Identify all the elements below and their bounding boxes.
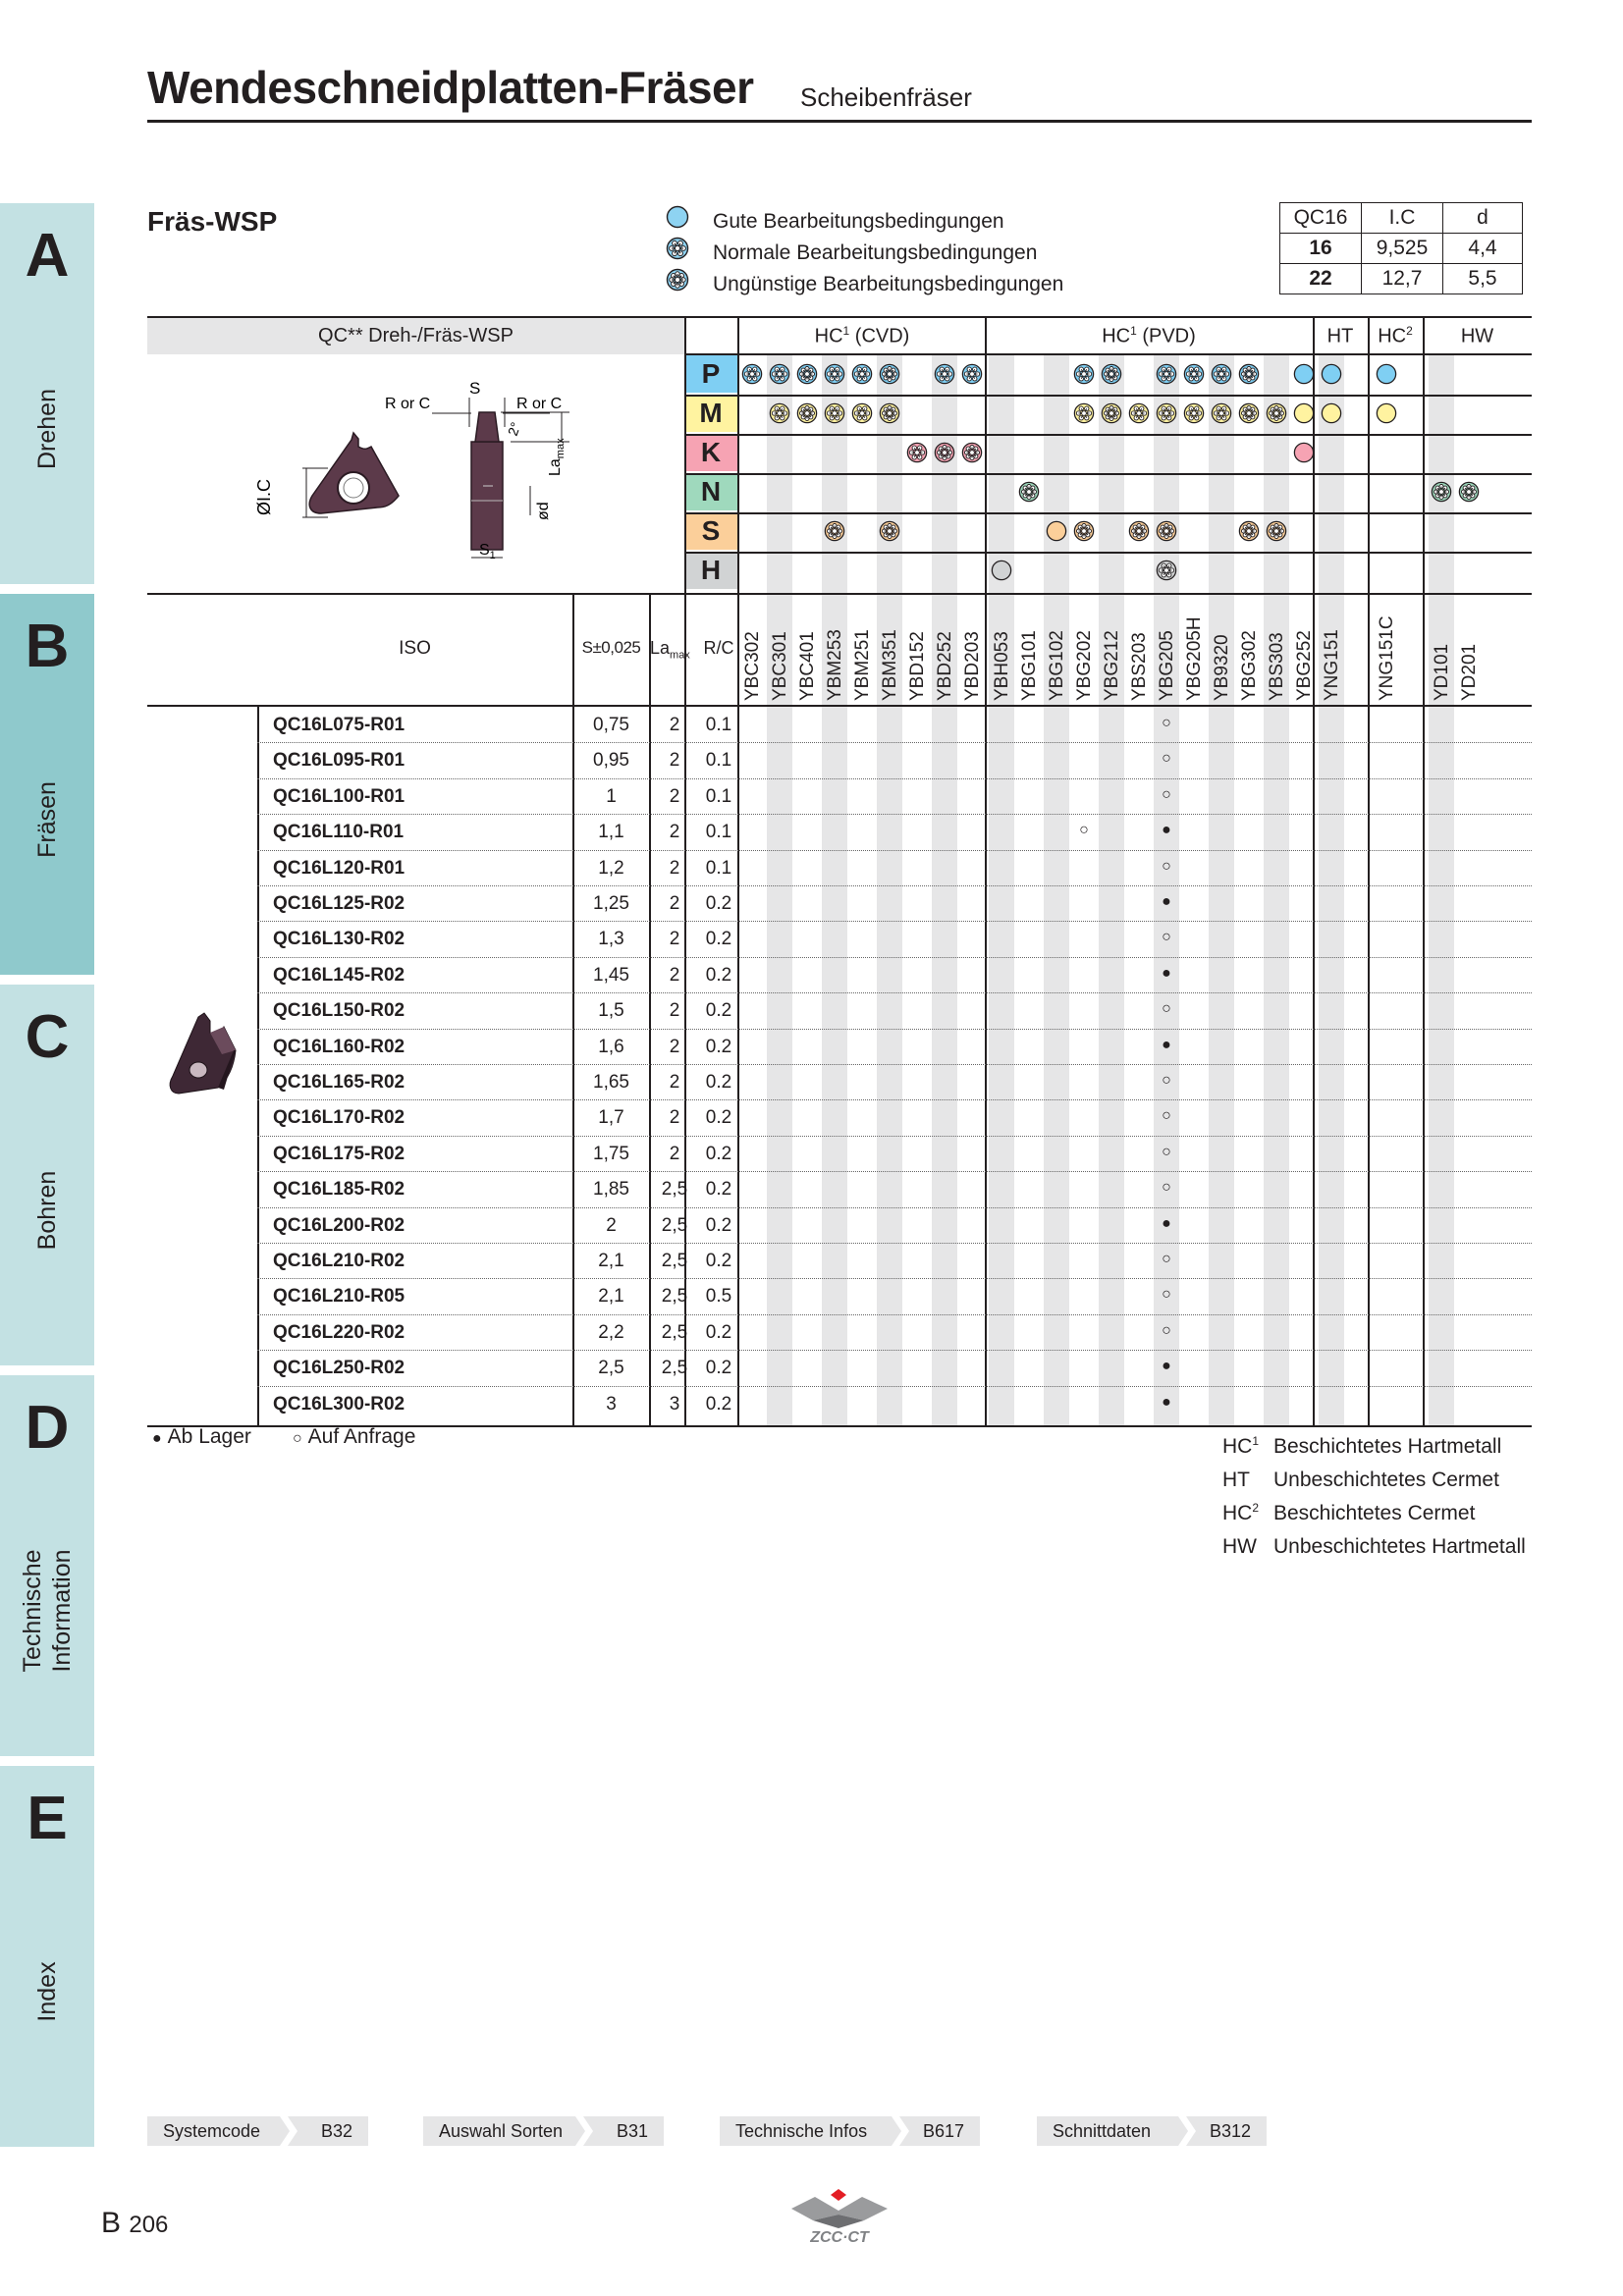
qc-size: 16	[1280, 234, 1362, 264]
request-mark: ○	[1162, 1000, 1171, 1018]
material-h: H	[684, 552, 737, 589]
la-value: 2	[669, 1107, 680, 1129]
brand-logo	[785, 2185, 893, 2244]
grade-column-header: YBD152	[907, 631, 928, 701]
request-mark: ○	[1162, 1321, 1171, 1339]
suitability-poor-icon	[824, 520, 845, 542]
qc-size: 22	[1280, 264, 1362, 294]
title-rule	[147, 120, 1532, 123]
suitability-poor-icon	[1101, 363, 1122, 385]
side-tab-label: Fräsen	[33, 781, 61, 858]
table-row	[257, 992, 1532, 1028]
suitability-normal-icon	[851, 363, 873, 385]
grade-column-header: YBG252	[1294, 630, 1315, 701]
rc-value: 0.1	[705, 785, 732, 807]
la-value: 2	[669, 857, 680, 879]
request-legend: ○ Auf Anfrage	[293, 1425, 416, 1448]
suitability-normal-icon	[824, 363, 845, 385]
grade-column-header: YBD203	[962, 631, 983, 701]
iso-code: QC16L175-R02	[273, 1143, 406, 1164]
suitability-poor-icon	[879, 363, 900, 385]
table-row	[257, 850, 1532, 885]
suitability-normal-icon	[741, 363, 763, 385]
grade-group-header: HT	[1326, 325, 1354, 347]
rc-header: R/C	[703, 638, 734, 658]
suitability-poor-icon	[1128, 520, 1150, 542]
suitability-normal-icon	[1156, 363, 1177, 385]
suitability-poor-icon	[1101, 402, 1122, 424]
side-tab-b[interactable]	[0, 594, 94, 975]
material-p: P	[684, 355, 737, 393]
rc-value: 0.2	[705, 1214, 732, 1236]
la-value: 2,5	[661, 1214, 688, 1236]
insert-diagram	[236, 378, 589, 574]
suitability-good-icon	[991, 560, 1012, 581]
insert-product-image	[165, 1011, 240, 1099]
side-tab-letter: B	[25, 613, 70, 680]
legend-good: Gute Bearbeitungsbedingungen	[666, 206, 1063, 238]
iso-code: QC16L165-R02	[273, 1072, 406, 1093]
table-row	[257, 1029, 1532, 1064]
s-value: 1,1	[598, 822, 624, 843]
s-header: S±0,025	[581, 638, 641, 657]
iso-code: QC16L145-R02	[273, 964, 406, 986]
nav-ref-2[interactable]: Technische Infos B617	[720, 2116, 980, 2146]
s-value: 2,1	[598, 1251, 624, 1271]
grade-group-header: HW	[1460, 325, 1494, 347]
suitability-poor-icon	[1073, 520, 1095, 542]
glossary-item: $HC^2$ Beschichtetes Cermet	[1222, 1501, 1476, 1524]
side-tab-label: Index	[33, 1961, 61, 2022]
suitability-normal-icon	[1183, 363, 1205, 385]
grade-column-header: YNG151C	[1377, 615, 1397, 701]
s-value: 1,85	[593, 1179, 629, 1201]
rc-value: 0.2	[705, 1358, 732, 1379]
stock-mark: ●	[1162, 1036, 1171, 1053]
table-row	[257, 814, 1532, 849]
s-value: 1,5	[598, 1000, 624, 1022]
suitability-poor-icon	[1018, 481, 1040, 503]
suitability-normal-icon	[1073, 402, 1095, 424]
s-value: 0,75	[593, 715, 629, 735]
rc-value: 0.1	[705, 857, 732, 879]
iso-code: QC16L170-R02	[273, 1107, 406, 1129]
s-value: 0,95	[593, 750, 629, 772]
s-value: 1,7	[598, 1107, 624, 1129]
grade-column-header: YBG205	[1157, 630, 1177, 701]
table-row	[257, 1278, 1532, 1313]
rc-value: 0.1	[705, 715, 732, 735]
table-header-label: QC** Dreh-/Fräs-WSP	[318, 325, 514, 347]
rc-value: 0.2	[705, 1321, 732, 1343]
materials-bottom-rule	[147, 593, 1532, 595]
suitability-poor-icon	[796, 363, 818, 385]
rc-value: 0.2	[705, 1179, 732, 1201]
suitability-normal-icon	[961, 363, 983, 385]
page-number: B 206	[101, 2207, 169, 2239]
s-value: 1,75	[593, 1143, 629, 1164]
la-value: 2,5	[661, 1321, 688, 1343]
suitability-good-icon	[1293, 442, 1315, 463]
la-value: 2,5	[661, 1179, 688, 1201]
group-header-rule	[684, 353, 1532, 355]
iso-code: QC16L210-R02	[273, 1251, 406, 1271]
rc-value: 0.2	[705, 1251, 732, 1271]
material-row-rule	[684, 512, 1532, 514]
material-n: N	[684, 473, 737, 510]
grade-column-header: YBC401	[797, 631, 818, 701]
glossary-item: HW Unbeschichtetes Hartmetall	[1222, 1535, 1526, 1558]
suitability-normal-icon	[1183, 402, 1205, 424]
material-s: S	[684, 512, 737, 550]
s1-label: $S_1$	[479, 542, 496, 561]
grade-column-header: YB9320	[1212, 634, 1232, 701]
suitability-poor-icon	[1266, 520, 1287, 542]
svg-text:ZCC·CT: ZCC·CT	[810, 2229, 869, 2244]
suitability-good-icon	[1376, 363, 1397, 385]
stock-mark: ●	[1162, 1358, 1171, 1375]
la-value: 2	[669, 1143, 680, 1164]
material-row-rule	[684, 552, 1532, 554]
condition-legend	[666, 206, 1063, 300]
iso-code: QC16L220-R02	[273, 1321, 406, 1343]
ic-value: 9,525	[1362, 234, 1443, 264]
la-value: 2	[669, 715, 680, 735]
grade-column-header: YBM351	[880, 629, 900, 701]
rc-value: 0.2	[705, 1072, 732, 1093]
la-value: 2	[669, 785, 680, 807]
grade-column-header: YD101	[1432, 643, 1452, 701]
stock-mark: ●	[1162, 1214, 1171, 1232]
suitability-normal-icon	[769, 363, 790, 385]
stock-mark: ●	[1162, 893, 1171, 910]
grade-column-header: YBD252	[935, 631, 955, 701]
rc-value: 0.2	[705, 1107, 732, 1129]
suitability-poor-icon	[1238, 520, 1260, 542]
s-value: 1,6	[598, 1036, 624, 1057]
table-row	[257, 1136, 1532, 1171]
request-mark: ○	[1162, 1251, 1171, 1267]
suitability-normal-icon	[1211, 402, 1232, 424]
d-header: d	[1443, 203, 1523, 234]
suitability-poor-icon	[934, 442, 955, 463]
rc-value: 0.2	[705, 964, 732, 986]
side-tab-label: Bohren	[33, 1170, 61, 1251]
iso-header: ISO	[399, 638, 431, 659]
poor-condition-icon	[666, 268, 713, 301]
page-title: Wendeschneidplatten-Fräser	[147, 62, 754, 113]
side-tab-e[interactable]	[0, 1766, 94, 2147]
grade-column-header: YBG205H	[1184, 616, 1205, 701]
material-row-rule	[684, 473, 1532, 475]
stock-mark: ●	[1162, 1393, 1171, 1411]
la-value: 2	[669, 750, 680, 772]
suitability-good-icon	[1321, 363, 1342, 385]
request-mark: ○	[1162, 857, 1171, 875]
nav-ref-0[interactable]: Systemcode B32	[147, 2116, 368, 2146]
s-value: 3	[606, 1393, 617, 1415]
rc-value: 0.2	[705, 929, 732, 950]
request-mark: ○	[1162, 929, 1171, 946]
material-row-rule	[684, 434, 1532, 436]
rc-value: 0.2	[705, 1393, 732, 1415]
request-mark: ○	[1079, 822, 1089, 839]
table-row	[257, 1243, 1532, 1278]
side-tab-letter: E	[27, 1785, 68, 1852]
iso-code: QC16L185-R02	[273, 1179, 406, 1201]
s-value: 1,25	[593, 893, 629, 914]
grade-group-header: $HC^1$ (CVD)	[814, 324, 910, 347]
iso-code: QC16L130-R02	[273, 929, 406, 950]
legend-normal: Normale Bearbeitungsbedingungen	[666, 238, 1063, 269]
side-tab-letter: C	[25, 1003, 70, 1071]
rc-value: 0.1	[705, 750, 732, 772]
r-right-label: R or C	[516, 396, 563, 412]
side-tab-a[interactable]	[0, 203, 94, 584]
la-value: 2	[669, 893, 680, 914]
s-value: 2,1	[598, 1286, 624, 1308]
glossary-item: $HC^1$ Beschichtetes Hartmetall	[1222, 1434, 1502, 1458]
s-value: 1,65	[593, 1072, 629, 1093]
suitability-normal-icon	[1211, 363, 1232, 385]
rc-value: 0.5	[705, 1286, 732, 1308]
s-value: 1,45	[593, 964, 629, 986]
suitability-good-icon	[1376, 402, 1397, 424]
request-mark: ○	[1162, 1143, 1171, 1160]
s-value: 1,2	[598, 857, 624, 879]
normal-condition-icon	[666, 237, 713, 270]
suitability-normal-icon	[769, 402, 790, 424]
chevron-right-icon	[890, 2116, 911, 2146]
iso-code: QC16L210-R05	[273, 1286, 406, 1308]
grade-column-header: YBG302	[1239, 630, 1260, 701]
table-row	[257, 1386, 1532, 1421]
la-value: 2,5	[661, 1358, 688, 1379]
suitability-poor-icon	[961, 442, 983, 463]
stock-mark: ●	[1162, 964, 1171, 982]
rc-value: 0.2	[705, 893, 732, 914]
la-label: $La_{max}$	[547, 438, 567, 476]
rc-value: 0.2	[705, 1143, 732, 1164]
suitability-poor-icon	[1458, 481, 1480, 503]
page-subtitle: Scheibenfräser	[800, 82, 972, 112]
s-label: S	[469, 379, 481, 398]
request-symbol: ○	[293, 1430, 302, 1447]
table-top-rule	[147, 316, 1532, 318]
iso-code: QC16L150-R02	[273, 1000, 406, 1022]
table-row	[257, 1171, 1532, 1206]
section-title: Fräs-WSP	[147, 206, 278, 237]
qc-header: QC16	[1280, 203, 1362, 234]
table-row	[257, 1207, 1532, 1243]
side-tab-label: Drehen	[33, 389, 61, 469]
s-value: 1	[606, 785, 617, 807]
good-condition-icon	[666, 205, 713, 239]
table-row	[257, 921, 1532, 956]
grade-column-header: YBH053	[992, 631, 1012, 701]
material-row-rule	[684, 395, 1532, 397]
suitability-good-icon	[1046, 520, 1067, 542]
suitability-poor-icon	[879, 520, 900, 542]
suitability-poor-icon	[1238, 363, 1260, 385]
table-row	[257, 1099, 1532, 1135]
la-value: 2	[669, 1072, 680, 1093]
grade-column-header: YBG202	[1074, 630, 1095, 701]
la-value: 2	[669, 822, 680, 843]
suitability-good-icon	[1321, 402, 1342, 424]
grade-column-header: YBG101	[1019, 630, 1040, 701]
s-value: 2,2	[598, 1321, 624, 1343]
request-mark: ○	[1162, 750, 1171, 768]
grade-column-header: YBC301	[770, 631, 790, 701]
iso-code: QC16L250-R02	[273, 1358, 406, 1379]
request-mark: ○	[1162, 1179, 1171, 1197]
suitability-poor-icon	[1266, 402, 1287, 424]
side-tab-letter: A	[25, 222, 70, 290]
request-mark: ○	[1162, 1107, 1171, 1125]
side-tab-c[interactable]	[0, 985, 94, 1365]
grade-group-header: $HC^2$	[1378, 324, 1413, 347]
suitability-normal-icon	[1156, 402, 1177, 424]
s-value: 1,3	[598, 929, 624, 950]
table-row	[257, 1350, 1532, 1385]
request-mark: ○	[1162, 1072, 1171, 1089]
la-value: 2	[669, 1036, 680, 1057]
la-value: 2,5	[661, 1286, 688, 1308]
stock-mark: ●	[1162, 822, 1171, 839]
stock-legend: ● Ab Lager	[152, 1425, 251, 1448]
chevron-right-icon	[573, 2116, 595, 2146]
grade-column-header: YD201	[1459, 643, 1480, 701]
grade-glossary	[1222, 1427, 1526, 1561]
grade-column-header: YBG102	[1047, 630, 1067, 701]
grade-column-header: YBS203	[1129, 632, 1150, 701]
iso-code: QC16L110-R01	[273, 822, 405, 843]
rc-value: 0.2	[705, 1000, 732, 1022]
iso-code: QC16L100-R01	[273, 785, 406, 807]
grade-column-header: YBM251	[852, 629, 873, 701]
s-value: 2	[606, 1214, 617, 1236]
grade-column-header: YBM253	[825, 629, 845, 701]
la-header: $La_{max}$	[650, 638, 690, 662]
suitability-poor-icon	[1238, 402, 1260, 424]
request-mark: ○	[1162, 1286, 1171, 1304]
insert-side-shape	[471, 442, 503, 550]
iso-code: QC16L125-R02	[273, 893, 406, 914]
ic-value: 12,7	[1362, 264, 1443, 294]
suitability-normal-icon	[1073, 363, 1095, 385]
la-value: 2	[669, 1000, 680, 1022]
la-value: 2	[669, 929, 680, 950]
iso-code: QC16L075-R01	[273, 715, 406, 735]
table-header-bar	[147, 316, 684, 354]
legend-poor: Ungünstige Bearbeitungsbedingungen	[666, 269, 1063, 300]
side-tab-d[interactable]	[0, 1375, 94, 1756]
iso-code: QC16L120-R01	[273, 857, 406, 879]
material-k: K	[684, 434, 737, 471]
table-row	[257, 885, 1532, 921]
suitability-poor-icon	[879, 402, 900, 424]
suitability-poor-icon	[1156, 520, 1177, 542]
table-row	[257, 1064, 1532, 1099]
grade-group-header: $HC^1$ (PVD)	[1102, 324, 1196, 347]
grade-column-header: YNG151	[1322, 629, 1342, 701]
ic-header: I.C	[1362, 203, 1443, 234]
d-value: 5,5	[1443, 264, 1523, 294]
chevron-right-icon	[278, 2116, 299, 2146]
side-tab-label: Technische Information	[19, 1549, 76, 1673]
iso-code: QC16L095-R01	[273, 750, 406, 772]
iso-code: QC16L200-R02	[273, 1214, 406, 1236]
ic-dimension-label: ØI.C	[254, 478, 274, 515]
suitability-normal-icon	[851, 402, 873, 424]
table-row	[257, 957, 1532, 992]
grade-column-header: YBC302	[742, 631, 763, 701]
r-left-label: R or C	[385, 396, 431, 412]
side-tab-letter: D	[25, 1394, 70, 1462]
angle-label: 2°	[504, 419, 524, 439]
suitability-normal-icon	[1156, 560, 1177, 581]
d-value: 4,4	[1443, 234, 1523, 264]
grade-column-header: YBS303	[1267, 632, 1287, 701]
rc-value: 0.1	[705, 822, 732, 843]
la-value: 3	[669, 1393, 680, 1415]
stock-symbol: ●	[152, 1430, 162, 1447]
table-row	[257, 707, 1532, 742]
table-row	[257, 742, 1532, 777]
suitability-good-icon	[1293, 402, 1315, 424]
request-mark: ○	[1162, 715, 1171, 731]
iso-code: QC16L160-R02	[273, 1036, 406, 1057]
nav-ref-1[interactable]: Auswahl Sorten B31	[423, 2116, 664, 2146]
d-label: ød	[535, 502, 552, 520]
suitability-normal-icon	[1128, 402, 1150, 424]
rc-value: 0.2	[705, 1036, 732, 1057]
la-value: 2,5	[661, 1251, 688, 1271]
qc-size-table	[1279, 202, 1523, 294]
request-mark: ○	[1162, 785, 1171, 803]
chevron-right-icon	[1176, 2116, 1198, 2146]
table-row	[257, 778, 1532, 814]
grade-column-header: YBG212	[1102, 630, 1122, 701]
suitability-poor-icon	[1431, 481, 1452, 503]
suitability-normal-icon	[824, 402, 845, 424]
s-value: 2,5	[598, 1358, 624, 1379]
suitability-poor-icon	[796, 402, 818, 424]
glossary-item: HT Unbeschichtetes Cermet	[1222, 1468, 1499, 1491]
table-row	[257, 1314, 1532, 1350]
la-value: 2	[669, 964, 680, 986]
nav-ref-3[interactable]: Schnittdaten B312	[1037, 2116, 1267, 2146]
material-m: M	[684, 395, 737, 432]
iso-code: QC16L300-R02	[273, 1393, 406, 1415]
suitability-good-icon	[1293, 363, 1315, 385]
suitability-normal-icon	[906, 442, 928, 463]
suitability-normal-icon	[934, 363, 955, 385]
